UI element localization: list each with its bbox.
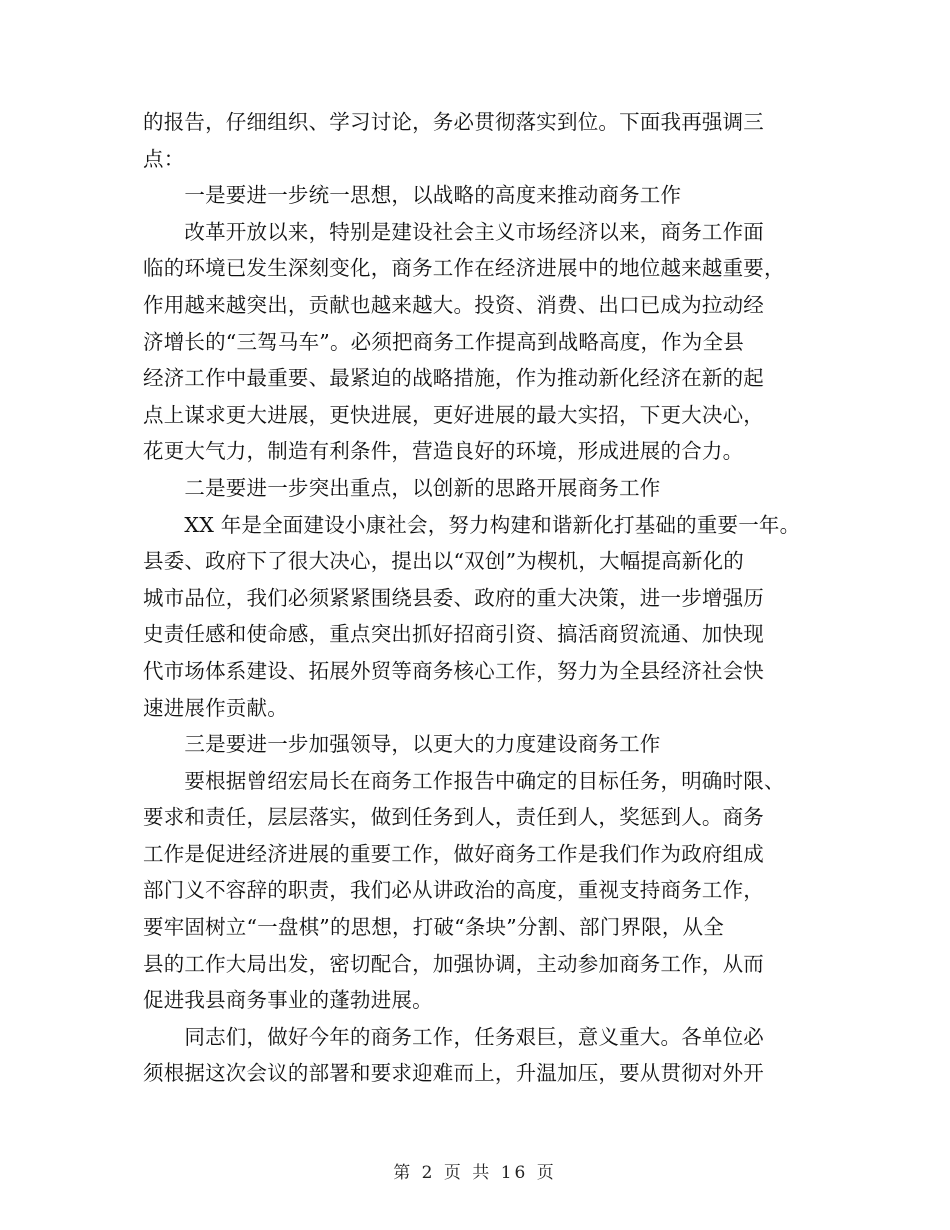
text-line: 速进展作贡献。 [143,695,288,720]
text-line: 点上谋求更大进展，更快进展，更好进展的最大实招，下更大决心， [143,402,764,427]
text-line: 要根据曾绍宏局长在商务工作报告中确定的目标任务，明确时限、 [143,768,785,793]
text-line: XX 年是全面建设小康社会，努力构建和谐新化打基础的重要一年。 [143,512,801,537]
text-line: 的报告，仔细组织、学习讨论，务必贯彻落实到位。下面我再强调三 [143,110,764,134]
text-line: 部门义不容辞的职责，我们必从讲政治的高度，重视支持商务工作， [143,878,764,903]
section-heading: 三是要进一步加强领导，以更大的力度建设商务工作 [143,732,661,757]
page-number-footer: 第 2 页 共 16 页 [393,1163,557,1183]
text-line: 同志们，做好今年的商务工作，任务艰巨，意义重大。各单位必 [143,1024,764,1049]
text-line: 县委、政府下了很大决心，提出以“双创”为楔机，大幅提高新化的 [143,549,744,574]
text-line: 县的工作大局出发，密切配合，加强协调，主动参加商务工作，从而 [143,951,764,976]
text-line: 城市品位，我们必须紧紧围绕县委、政府的重大决策，进一步增强历 [143,585,764,610]
text-line: 作用越来越突出，贡献也越来越大。投资、消费、出口已成为拉动经 [143,292,764,317]
text-line: 点： [143,146,185,171]
body-text [143,104,813,1092]
text-line: 促进我县商务事业的蓬勃进展。 [143,988,433,1013]
text-line: 花更大气力，制造有利条件，营造良好的环境，形成进展的合力。 [143,439,744,464]
text-line: 史责任感和使命感，重点突出抓好招商引资、搞活商贸流通、加快现 [143,622,764,647]
text-line: 要牢固树立“一盘棋”的思想，打破“条块”分割、部门界限，从全 [143,915,724,940]
text-line: 代市场体系建设、拓展外贸等商务核心工作，努力为全县经济社会快 [143,658,764,683]
section-heading: 一是要进一步统一思想，以战略的高度来推动商务工作 [143,183,682,208]
text-line: 工作是促进经济进展的重要工作，做好商务工作是我们作为政府组成 [143,841,764,866]
text-line: 须根据这次会议的部署和要求迎难而上，升温加压，要从贯彻对外开 [143,1061,764,1086]
text-line: 要求和责任，层层落实，做到任务到人，责任到人，奖惩到人。商务 [143,805,764,830]
text-line: 改革开放以来，特别是建设社会主义市场经济以来，商务工作面 [143,219,764,244]
section-heading: 二是要进一步突出重点，以创新的思路开展商务工作 [143,475,661,500]
text-line: 临的环境已发生深刻变化，商务工作在经济进展中的地位越来越重要， [143,256,785,281]
text-line: 经济工作中最重要、最紧迫的战略措施，作为推动新化经济在新的起 [143,366,764,391]
text-line: 济增长的“三驾马车”。必须把商务工作提高到战略高度，作为全县 [143,329,744,354]
